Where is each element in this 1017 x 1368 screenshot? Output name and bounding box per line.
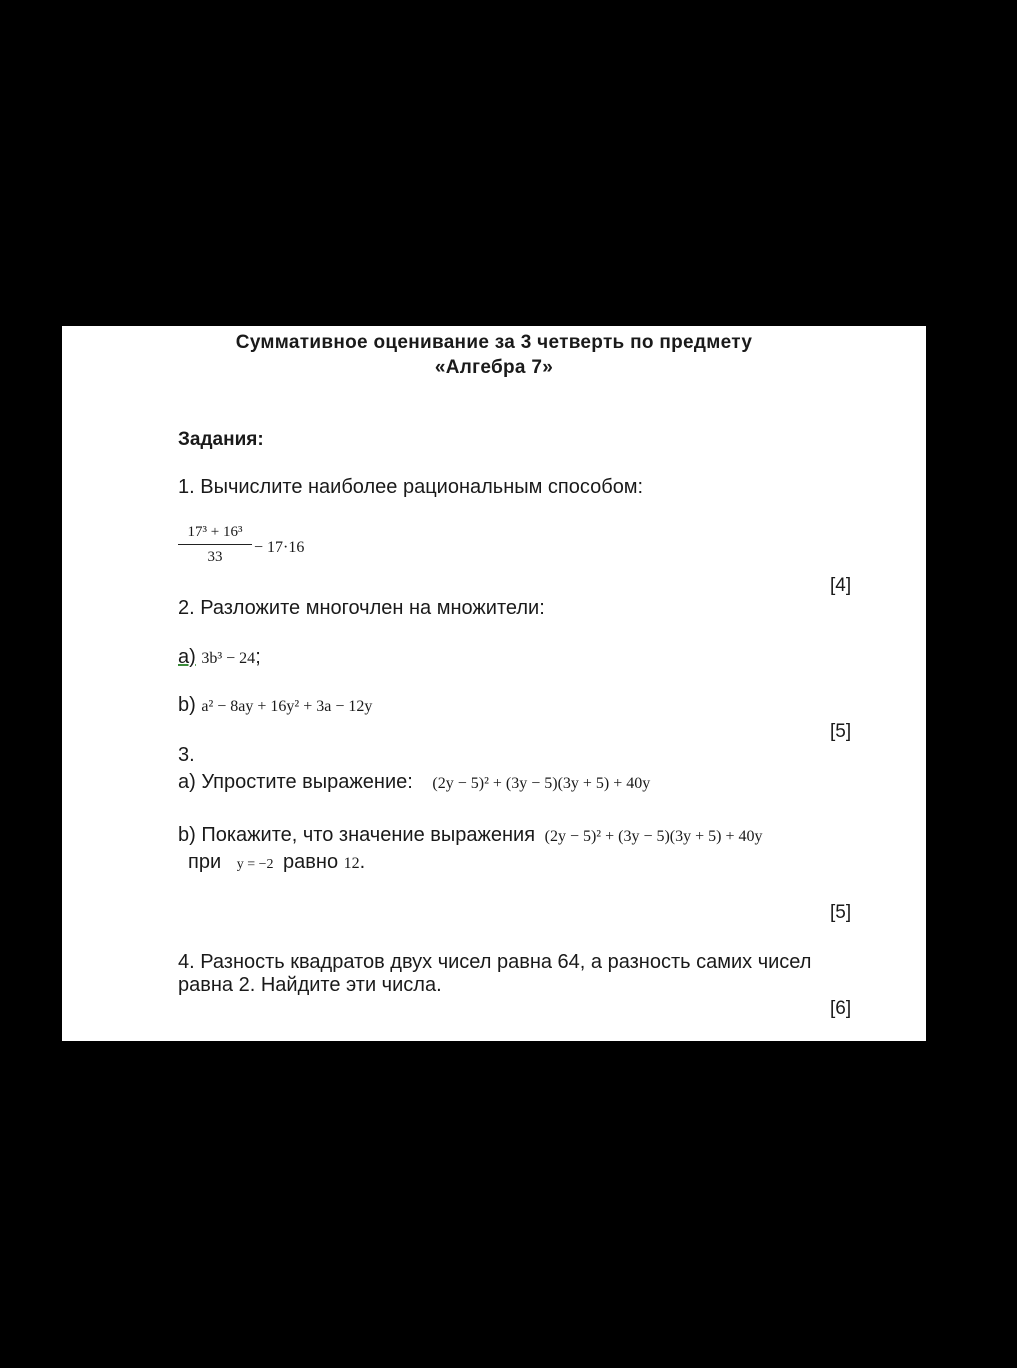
task4-points: [6] — [830, 998, 852, 1019]
fraction-denominator: 33 — [207, 549, 223, 565]
task1-text: 1. Вычислите наиболее рациональным способом: — [178, 476, 644, 498]
task3-b-value: 12 — [343, 855, 360, 872]
task2-a-label: а) — [178, 646, 196, 668]
task2-b-row — [178, 694, 372, 717]
title-line-2: «Алгебра 7» — [434, 357, 554, 378]
task2-a-row — [178, 646, 261, 669]
task3-b-equals: равно — [283, 851, 339, 873]
task2-a-end: ; — [255, 646, 261, 668]
task3-a-text: а) Упростите выражение: — [178, 771, 413, 793]
task3-b-row — [178, 824, 763, 847]
task2-text: 2. Разложите многочлен на множители: — [178, 597, 545, 619]
task3-b-condition-row — [188, 851, 365, 874]
task3-points: [5] — [830, 902, 852, 923]
task3-b-end: . — [359, 851, 366, 873]
task3-b-text: b) Покажите, что значение выражения — [178, 824, 536, 846]
task2-b-label: b) — [178, 694, 196, 716]
task3-b-expression: (2y − 5)² + (3y − 5)(3y + 5) + 40y — [544, 828, 763, 845]
tasks-heading: Задания: — [178, 429, 264, 450]
task3-number: 3. — [178, 744, 195, 766]
task1-tail: − 17·16 — [254, 539, 305, 556]
task3-b-when: при — [188, 851, 222, 873]
task4-line-1: 4. Разность квадратов двух чисел равна 64, а разность самих чисел — [178, 951, 812, 973]
title-line-1: Суммативное оценивание за 3 четверть по предмету — [235, 332, 753, 353]
task1-points: [4] — [830, 575, 852, 596]
fraction-bar — [178, 544, 252, 545]
task2-a-expression: 3b³ − 24 — [201, 650, 256, 667]
task1-fraction — [178, 524, 252, 566]
task2-points: [5] — [830, 721, 852, 742]
task3-a-row — [178, 771, 650, 794]
task3-b-condition: y = −2 — [236, 857, 274, 872]
task2-b-expression: a² − 8ay + 16y² + 3a − 12y — [201, 698, 373, 715]
worksheet-page — [62, 326, 926, 1041]
fraction-numerator: 17³ + 16³ — [187, 524, 243, 540]
task4-line-2: равна 2. Найдите эти числа. — [178, 974, 442, 996]
task3-a-expression: (2y − 5)² + (3y − 5)(3y + 5) + 40y — [432, 775, 651, 792]
